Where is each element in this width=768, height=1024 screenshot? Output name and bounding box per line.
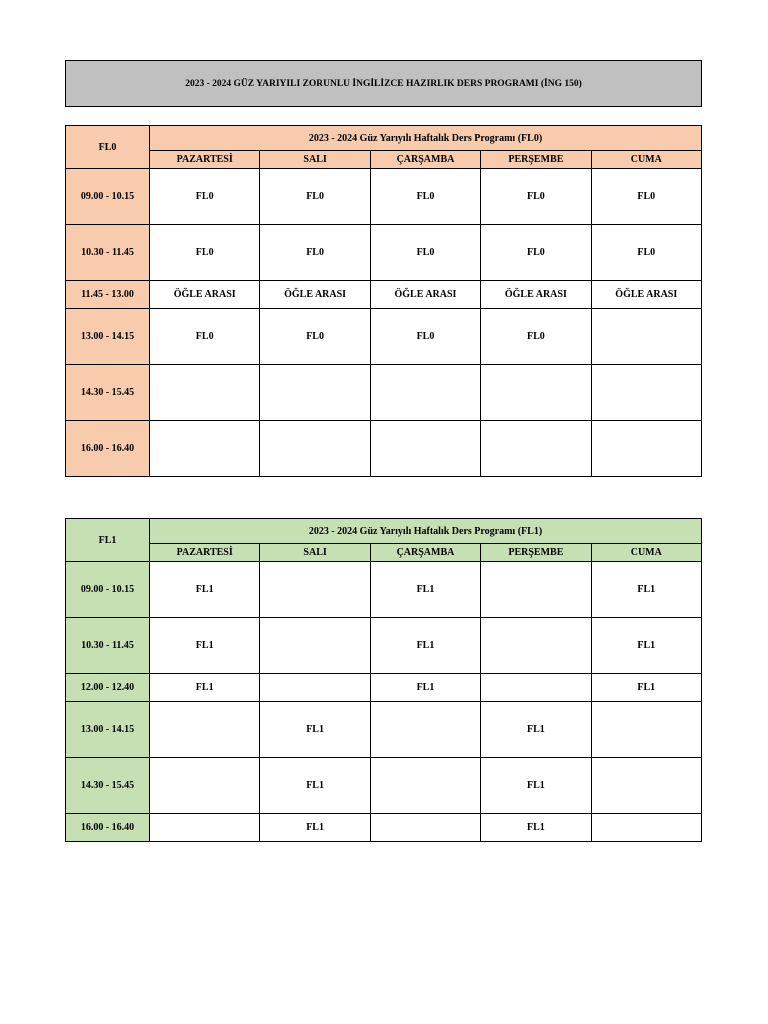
class-cell: FL1 [260,702,370,758]
class-cell: FL1 [150,562,260,618]
table-code: FL0 [66,126,150,169]
table-row [66,674,702,702]
class-cell [260,674,370,702]
class-cell: FL1 [481,814,591,842]
class-cell [591,309,701,365]
class-cell: FL0 [370,309,480,365]
time-slot: 16.00 - 16.40 [66,421,150,477]
day-header: SALI [260,151,370,169]
time-slot: 10.30 - 11.45 [66,225,150,281]
table-code: FL1 [66,519,150,562]
table-row [66,562,702,618]
time-slot: 13.00 - 14.15 [66,309,150,365]
table-row [66,281,702,309]
break-cell: ÖĞLE ARASI [481,281,591,309]
class-cell [481,421,591,477]
day-header: PAZARTESİ [150,544,260,562]
break-cell: ÖĞLE ARASI [591,281,701,309]
class-cell [370,702,480,758]
time-slot: 12.00 - 12.40 [66,674,150,702]
class-cell [370,758,480,814]
time-slot: 10.30 - 11.45 [66,618,150,674]
class-cell: FL0 [591,225,701,281]
table-row [66,814,702,842]
class-cell [260,365,370,421]
class-cell [591,758,701,814]
class-cell: FL1 [481,758,591,814]
class-cell: FL0 [260,309,370,365]
class-cell: FL1 [481,702,591,758]
class-cell [591,702,701,758]
time-slot: 16.00 - 16.40 [66,814,150,842]
class-cell [481,562,591,618]
day-header: ÇARŞAMBA [370,544,480,562]
table-row [66,309,702,365]
class-cell: FL1 [591,618,701,674]
class-cell: FL0 [370,169,480,225]
day-header: PERŞEMBE [481,544,591,562]
class-cell [150,814,260,842]
table-row [66,702,702,758]
table-title: 2023 - 2024 Güz Yarıyılı Haftalık Ders Programı (FL0) [150,126,702,151]
class-cell [481,674,591,702]
document-title: 2023 - 2024 GÜZ YARIYILI ZORUNLU İNGİLİZCE HAZIRLIK DERS PROGRAMI (İNG 150) [65,60,702,107]
class-cell: FL0 [481,169,591,225]
table-row [66,618,702,674]
table-row [66,225,702,281]
class-cell [370,421,480,477]
class-cell [260,421,370,477]
class-cell: FL0 [150,169,260,225]
class-cell: FL0 [481,225,591,281]
class-cell [260,618,370,674]
break-cell: ÖĞLE ARASI [260,281,370,309]
class-cell: FL1 [591,674,701,702]
table-title: 2023 - 2024 Güz Yarıyılı Haftalık Ders Programı (FL1) [150,519,702,544]
break-cell: ÖĞLE ARASI [370,281,480,309]
table-row [66,758,702,814]
class-cell [150,758,260,814]
schedule-table-fl1 [65,518,702,842]
day-header: PERŞEMBE [481,151,591,169]
class-cell: FL0 [370,225,480,281]
time-slot: 14.30 - 15.45 [66,758,150,814]
class-cell: FL0 [591,169,701,225]
class-cell [150,421,260,477]
class-cell [591,814,701,842]
day-header: SALI [260,544,370,562]
class-cell: FL0 [150,225,260,281]
class-cell: FL1 [150,674,260,702]
class-cell [260,562,370,618]
class-cell: FL1 [260,758,370,814]
table-row [66,169,702,225]
class-cell: FL1 [370,562,480,618]
class-cell [481,365,591,421]
class-cell [591,365,701,421]
break-cell: ÖĞLE ARASI [150,281,260,309]
class-cell: FL1 [591,562,701,618]
table-row [66,365,702,421]
class-cell [591,421,701,477]
time-slot: 09.00 - 10.15 [66,169,150,225]
class-cell [150,702,260,758]
class-cell [370,814,480,842]
day-header: PAZARTESİ [150,151,260,169]
class-cell: FL1 [150,618,260,674]
class-cell: FL0 [481,309,591,365]
day-header: ÇARŞAMBA [370,151,480,169]
day-header: CUMA [591,544,701,562]
class-cell [481,618,591,674]
class-cell: FL0 [260,225,370,281]
class-cell: FL1 [370,674,480,702]
class-cell [150,365,260,421]
class-cell: FL1 [370,618,480,674]
day-header: CUMA [591,151,701,169]
time-slot: 09.00 - 10.15 [66,562,150,618]
class-cell: FL0 [260,169,370,225]
time-slot: 13.00 - 14.15 [66,702,150,758]
schedule-table-fl0 [65,125,702,477]
time-slot: 14.30 - 15.45 [66,365,150,421]
class-cell: FL1 [260,814,370,842]
class-cell [370,365,480,421]
class-cell: FL0 [150,309,260,365]
time-slot: 11.45 - 13.00 [66,281,150,309]
table-row [66,421,702,477]
